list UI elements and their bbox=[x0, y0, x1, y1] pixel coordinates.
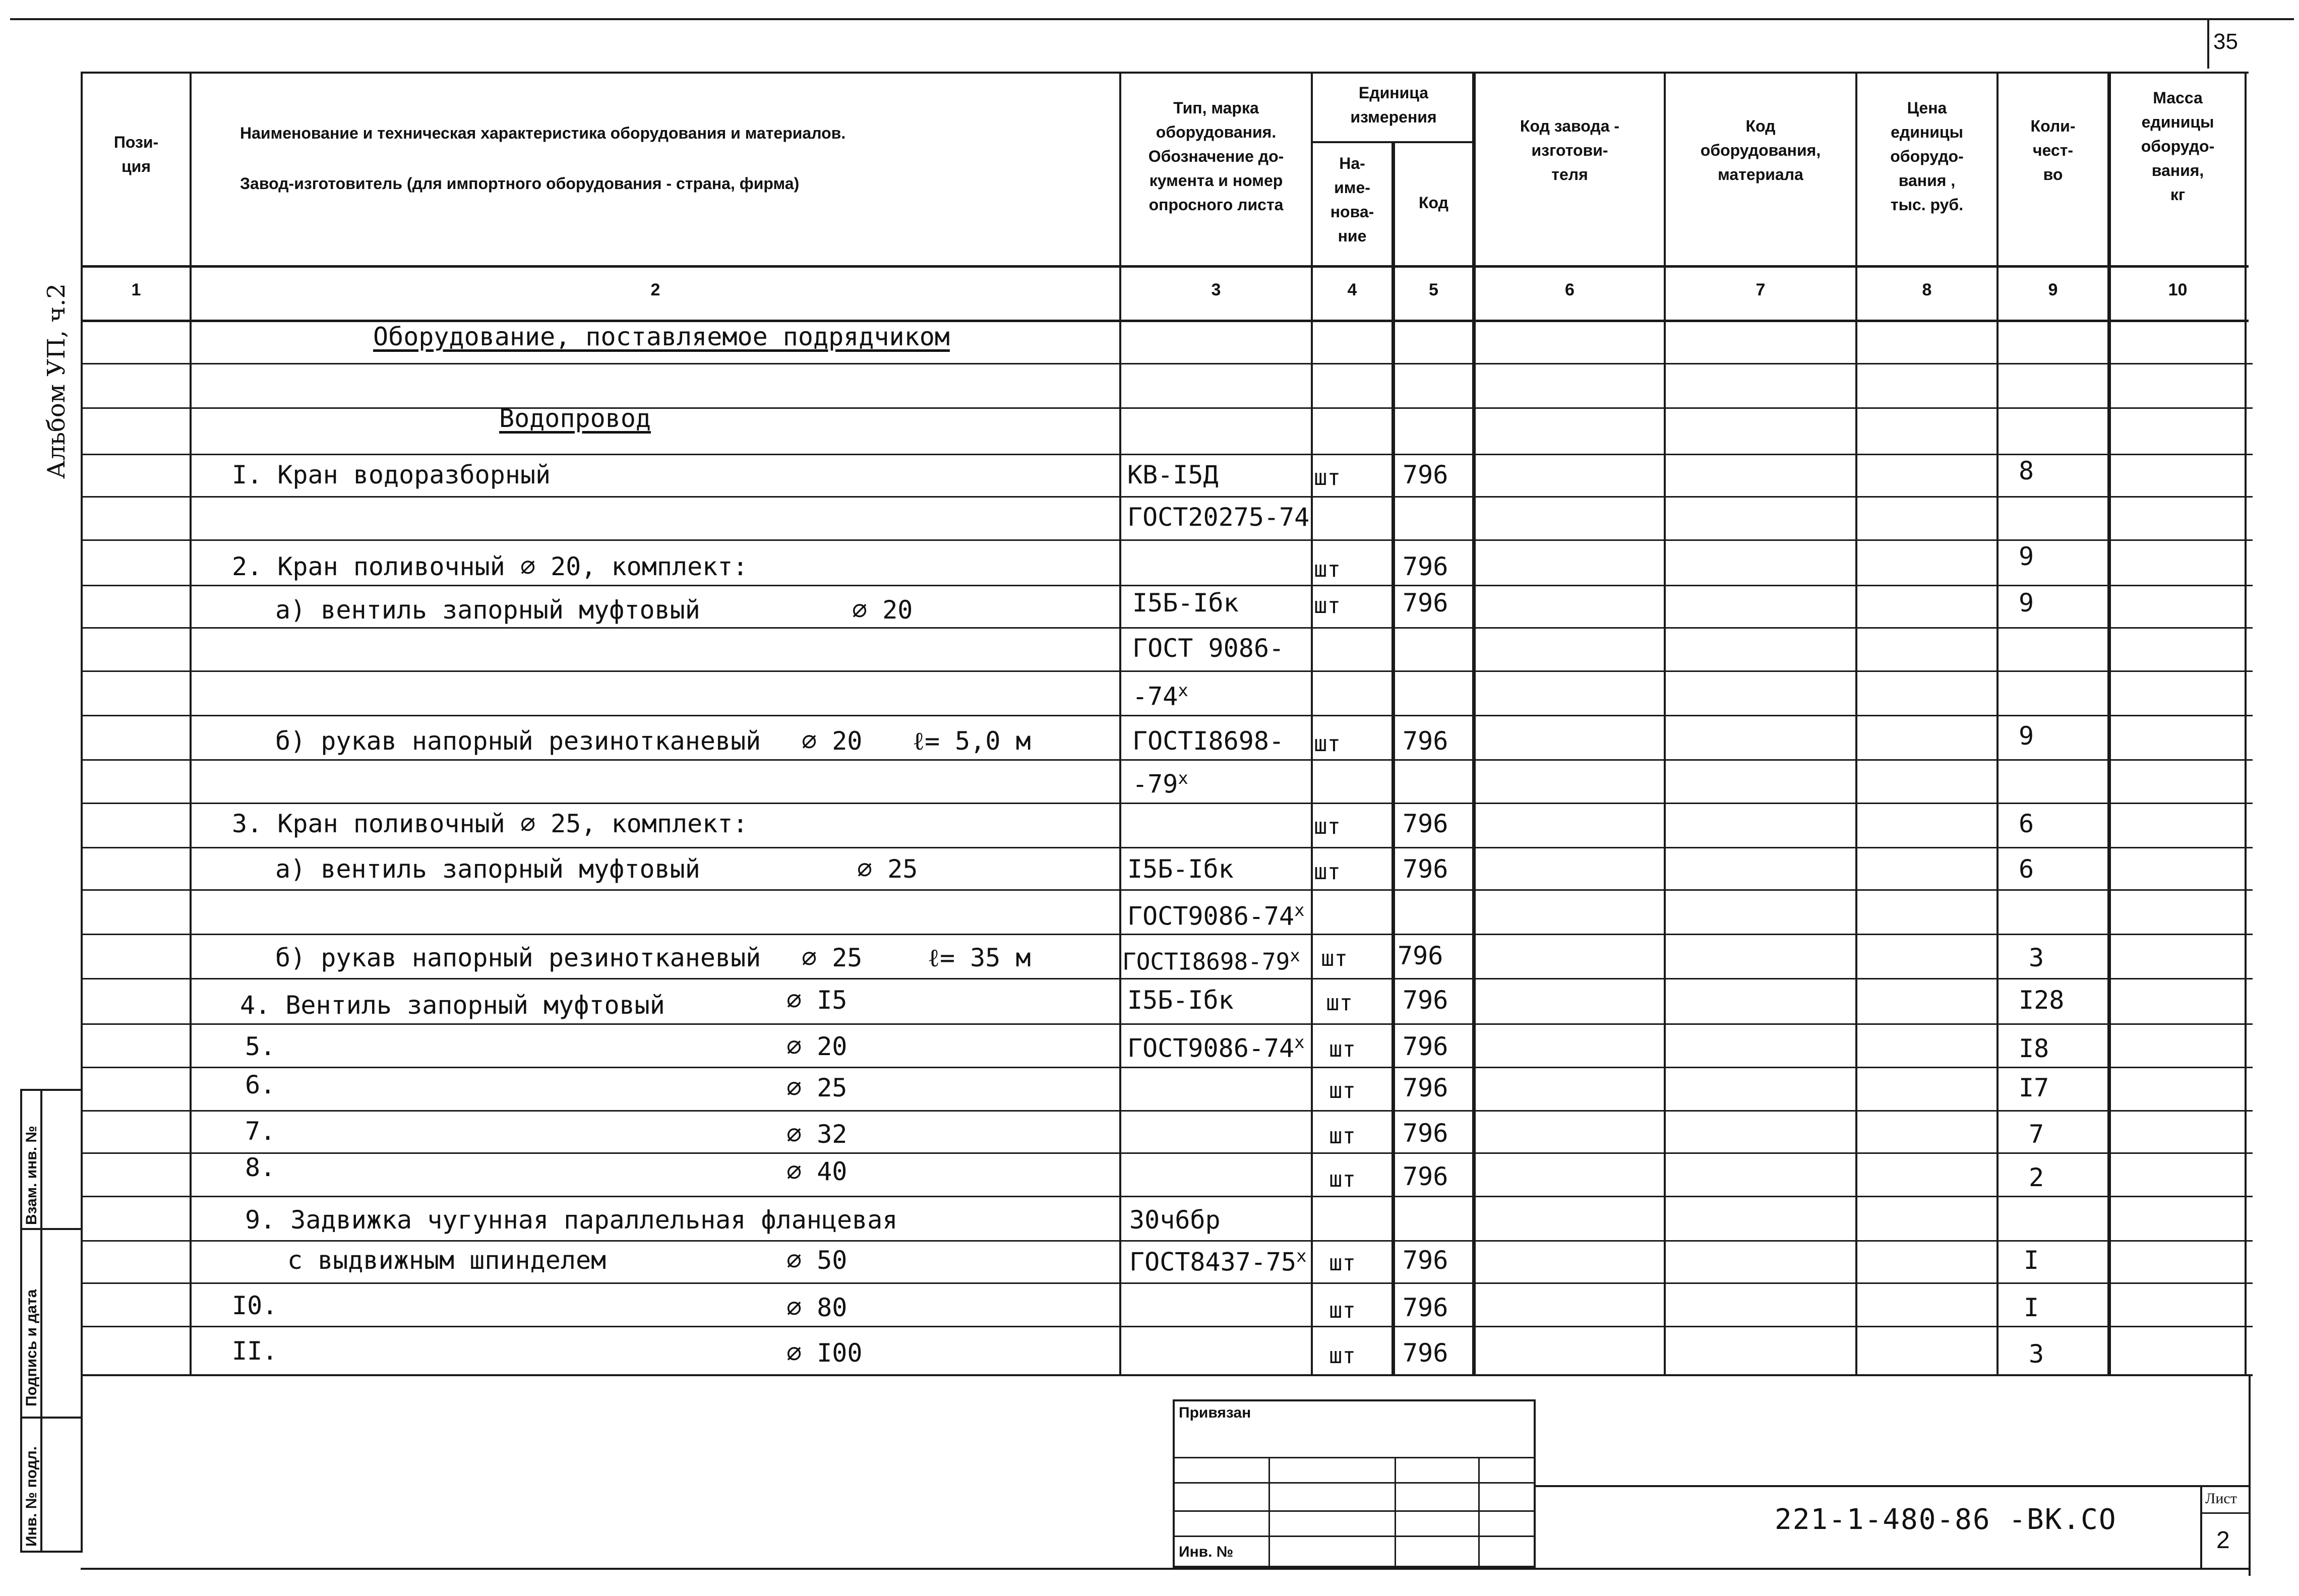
top-border bbox=[10, 18, 2294, 20]
item-unit: шт bbox=[1329, 1123, 1356, 1149]
album-label: Альбом УП, ч.2 bbox=[42, 283, 71, 479]
item-length: ℓ= 35 м bbox=[928, 943, 1031, 972]
item-code: 796 bbox=[1403, 1338, 1448, 1368]
stamp-col bbox=[1395, 1457, 1396, 1566]
doc-code: 221-1-480-86 -ВК.СО bbox=[1775, 1503, 2117, 1536]
item-unit: шт bbox=[1314, 557, 1341, 582]
header-factory-code: Код завода - изготови- теля bbox=[1520, 117, 1620, 183]
col-line-9 bbox=[2107, 72, 2111, 1374]
item-code: 796 bbox=[1403, 809, 1448, 838]
item-qty: 8 bbox=[2019, 456, 2034, 485]
item-type-text: ГОСТI8698-79 bbox=[1122, 948, 1290, 975]
stamp-title: Привязан bbox=[1179, 1404, 1251, 1421]
colnum-5: 5 bbox=[1429, 280, 1438, 299]
side-vzam: Взам. инв. № bbox=[23, 1126, 40, 1225]
item-code: 796 bbox=[1403, 1119, 1448, 1148]
row-line bbox=[81, 803, 2253, 804]
item-code: 796 bbox=[1403, 1073, 1448, 1102]
item-diameter: ∅ 80 bbox=[786, 1293, 848, 1322]
item-type bbox=[1127, 1027, 1305, 1064]
table-bottom bbox=[81, 1374, 2253, 1376]
item-name: 2. Кран поливочный ∅ 20, комплект: bbox=[232, 552, 748, 581]
col-line-6 bbox=[1664, 72, 1666, 1374]
side-stamp-row bbox=[20, 1417, 83, 1419]
item-diameter: ∅ I5 bbox=[786, 986, 848, 1015]
page-number-box bbox=[2207, 18, 2209, 69]
item-type: КВ-I5Д bbox=[1127, 460, 1219, 489]
header-unit-name: На- име- нова- ние bbox=[1330, 154, 1374, 245]
item-qty: I8 bbox=[2019, 1034, 2049, 1063]
col-line-7 bbox=[1855, 72, 1857, 1374]
item-qty: 6 bbox=[2019, 854, 2034, 884]
item-qty: 6 bbox=[2019, 809, 2034, 838]
colnum-3: 3 bbox=[1211, 280, 1221, 299]
item-type-text: -74 bbox=[1132, 682, 1178, 711]
row-line bbox=[81, 1326, 2253, 1327]
item-code: 796 bbox=[1403, 726, 1448, 756]
stamp-inv-label: Инв. № bbox=[1179, 1544, 1234, 1560]
item-code: 796 bbox=[1403, 986, 1448, 1015]
colnum-8: 8 bbox=[1922, 280, 1932, 299]
item-diameter: ∅ 25 bbox=[857, 854, 918, 884]
item-code: 796 bbox=[1403, 1293, 1448, 1322]
col-line-8 bbox=[1996, 72, 1999, 1374]
item-type-sup: x bbox=[1178, 768, 1188, 788]
item-diameter: ∅ 20 bbox=[852, 595, 913, 625]
header-position: Пози- ция bbox=[113, 133, 159, 175]
item-name: 3. Кран поливочный ∅ 25, комплект: bbox=[232, 809, 748, 838]
item-name: II. bbox=[232, 1336, 278, 1366]
header-quantity: Коли- чест- во bbox=[2030, 117, 2076, 183]
item-unit: шт bbox=[1329, 1036, 1356, 1062]
header-price: Цена единицы оборудо- вания , тыс. руб. bbox=[1890, 99, 1964, 214]
item-qty: 7 bbox=[2029, 1120, 2044, 1149]
stamp-row bbox=[1173, 1457, 1536, 1458]
item-type-text: ГОСТ9086-74 bbox=[1127, 901, 1295, 931]
item-diameter: ∅ 32 bbox=[786, 1120, 848, 1149]
side-stamp-mid bbox=[40, 1089, 42, 1553]
item-diameter: ∅ 40 bbox=[786, 1157, 848, 1186]
item-name: 5. bbox=[245, 1032, 276, 1061]
item-name: а) вентиль запорный муфтовый bbox=[275, 854, 700, 884]
item-diameter: ∅ 25 bbox=[786, 1073, 848, 1102]
right-border bbox=[2249, 1374, 2251, 1576]
side-stamp-row bbox=[20, 1228, 83, 1230]
row-line bbox=[81, 670, 2253, 672]
col-line-3 bbox=[1311, 72, 1313, 1374]
item-qty: I bbox=[2024, 1293, 2039, 1322]
item-unit: шт bbox=[1329, 1343, 1356, 1369]
colnum-9: 9 bbox=[2048, 280, 2058, 299]
col-line-2 bbox=[1119, 72, 1121, 1374]
header-unit-code: Код bbox=[1419, 194, 1448, 212]
row-line bbox=[81, 847, 2253, 848]
item-unit: шт bbox=[1329, 1250, 1356, 1276]
item-code: 796 bbox=[1398, 941, 1443, 970]
subsection-title: Водопровод bbox=[499, 404, 651, 433]
item-unit: шт bbox=[1329, 1298, 1356, 1323]
stamp-top bbox=[1173, 1399, 1536, 1401]
item-unit: шт bbox=[1321, 946, 1348, 971]
row-line bbox=[81, 1067, 2253, 1068]
table-top bbox=[81, 72, 2249, 74]
item-qty: 9 bbox=[2019, 721, 2034, 751]
item-diameter: ∅ 50 bbox=[786, 1246, 848, 1275]
item-type-text: -79 bbox=[1132, 769, 1178, 799]
sheet-bottom bbox=[81, 1568, 2251, 1570]
item-type bbox=[1129, 1241, 1307, 1277]
sheet-box-left bbox=[2200, 1485, 2202, 1568]
item-unit: шт bbox=[1314, 593, 1341, 619]
stamp-row bbox=[1173, 1536, 1536, 1537]
item-type: I5Б-Iбк bbox=[1127, 854, 1234, 884]
item-name: 9. Задвижка чугунная параллельная фланцевая bbox=[245, 1205, 898, 1235]
header-mass: Масса единицы оборудо- вания, кг bbox=[2141, 89, 2215, 204]
item-qty: I bbox=[2024, 1246, 2039, 1275]
item-code: 796 bbox=[1403, 1246, 1448, 1275]
stamp-row bbox=[1173, 1482, 1536, 1484]
item-qty: 3 bbox=[2029, 1339, 2044, 1369]
stamp-row bbox=[1173, 1510, 1536, 1512]
item-code: 796 bbox=[1403, 552, 1448, 581]
item-type-sup: x bbox=[1290, 946, 1300, 966]
item-diameter: ∅ 20 bbox=[802, 726, 863, 756]
item-qty: I28 bbox=[2019, 986, 2065, 1015]
item-diameter: ∅ 20 bbox=[786, 1032, 848, 1061]
row-line bbox=[81, 454, 2253, 455]
stamp-col bbox=[1268, 1457, 1270, 1566]
row-line bbox=[81, 934, 2253, 935]
row-line bbox=[81, 407, 2253, 409]
item-code: 796 bbox=[1403, 1032, 1448, 1061]
header-unit-group: Единица измерения bbox=[1350, 84, 1437, 126]
item-qty: 9 bbox=[2019, 542, 2034, 571]
item-type: ГОСТ 9086- bbox=[1132, 634, 1285, 663]
row-line bbox=[81, 1023, 2253, 1025]
item-type-sup: x bbox=[1296, 1246, 1307, 1266]
colnum-6: 6 bbox=[1565, 280, 1575, 299]
item-unit: шт bbox=[1314, 731, 1341, 757]
item-type: I5Б-Iбк bbox=[1127, 986, 1234, 1015]
item-qty: 3 bbox=[2029, 943, 2044, 972]
item-unit: шт bbox=[1329, 1167, 1356, 1192]
item-qty: I7 bbox=[2019, 1073, 2049, 1102]
col-line-4 bbox=[1392, 141, 1395, 1374]
item-name: 7. bbox=[245, 1117, 276, 1146]
side-stamp-left bbox=[20, 1089, 22, 1553]
item-type bbox=[1122, 941, 1300, 976]
item-type-text: ГОСТ8437-75 bbox=[1129, 1247, 1297, 1277]
side-inv-podl: Инв. № подл. bbox=[23, 1446, 40, 1547]
item-name: б) рукав напорный резинотканевый bbox=[275, 943, 761, 972]
colnum-2: 2 bbox=[650, 280, 660, 299]
doc-block-top bbox=[1536, 1485, 2251, 1487]
item-type bbox=[1127, 895, 1305, 932]
item-type-sup: x bbox=[1294, 900, 1305, 920]
item-unit: шт bbox=[1314, 465, 1341, 490]
item-name: б) рукав напорный резинотканевый bbox=[275, 726, 761, 756]
row-line bbox=[81, 1152, 2253, 1154]
colnum-10: 10 bbox=[2168, 280, 2188, 299]
item-name: 4. Вентиль запорный муфтовый bbox=[240, 991, 665, 1020]
item-diameter: ∅ 25 bbox=[802, 943, 863, 972]
item-name: I. Кран водоразборный bbox=[232, 460, 551, 489]
row-line bbox=[81, 889, 2253, 891]
item-code: 796 bbox=[1403, 460, 1448, 489]
item-name: 6. bbox=[245, 1070, 276, 1099]
item-code: 796 bbox=[1403, 588, 1448, 618]
item-name: с выдвижным шпинделем bbox=[287, 1246, 607, 1275]
colnum-4: 4 bbox=[1347, 280, 1357, 299]
row-line bbox=[81, 585, 2253, 586]
col-line-1 bbox=[190, 72, 192, 1374]
item-type-sup: x bbox=[1178, 681, 1188, 701]
row-line bbox=[81, 978, 2253, 979]
side-podpis: Подпись и дата bbox=[23, 1289, 40, 1406]
item-type-sup: x bbox=[1294, 1032, 1305, 1053]
row-line bbox=[81, 496, 2253, 498]
item-unit: шт bbox=[1329, 1078, 1356, 1103]
item-code: 796 bbox=[1403, 854, 1448, 884]
item-type: ГОСТ20275-74 bbox=[1127, 503, 1310, 532]
item-type bbox=[1132, 763, 1188, 800]
page-number: 35 bbox=[2213, 29, 2238, 54]
col-line-10 bbox=[2245, 72, 2247, 1374]
header-equipment-code: Код оборудования, материала bbox=[1700, 117, 1821, 183]
row-line bbox=[81, 1110, 2253, 1112]
row-line bbox=[81, 759, 2253, 761]
item-type: I5Б-Iбк bbox=[1132, 588, 1239, 618]
row-line bbox=[81, 539, 2253, 541]
header-name-line2: Завод-изготовитель (для импортного оборудования - страна, фирма) bbox=[240, 174, 800, 193]
item-name: 8. bbox=[245, 1153, 276, 1182]
sheet-number: 2 bbox=[2216, 1527, 2230, 1554]
item-qty: 2 bbox=[2029, 1163, 2044, 1192]
item-type: 30ч6бр bbox=[1129, 1205, 1221, 1235]
side-stamp-top bbox=[20, 1089, 83, 1091]
stamp-left bbox=[1173, 1399, 1175, 1568]
row-line bbox=[81, 627, 2253, 629]
row-line bbox=[81, 715, 2253, 716]
row-line bbox=[81, 1282, 2253, 1284]
item-unit: шт bbox=[1326, 990, 1353, 1016]
colnum-1: 1 bbox=[131, 280, 141, 299]
item-unit: шт bbox=[1314, 859, 1341, 885]
header-type: Тип, марка оборудования. Обозначение до- кумента и номер опросного листа bbox=[1148, 99, 1284, 214]
sheet-box-row bbox=[2200, 1512, 2251, 1514]
side-stamp-bottom bbox=[20, 1551, 83, 1553]
colnum-7: 7 bbox=[1756, 280, 1766, 299]
item-type bbox=[1132, 676, 1188, 712]
item-diameter: ∅ I00 bbox=[786, 1338, 863, 1368]
header-name-line1: Наименование и техническая характеристика оборудования и материалов. bbox=[240, 124, 846, 142]
item-length: ℓ= 5,0 м bbox=[913, 726, 1031, 756]
header-bottom bbox=[81, 265, 2249, 268]
item-qty: 9 bbox=[2019, 588, 2034, 618]
item-type-text: ГОСТ9086-74 bbox=[1127, 1033, 1295, 1063]
unit-group-line bbox=[1311, 141, 1476, 143]
col-line-5 bbox=[1472, 72, 1476, 1374]
row-line bbox=[81, 1196, 2253, 1197]
item-code: 796 bbox=[1403, 1162, 1448, 1191]
item-name: I0. bbox=[232, 1291, 278, 1320]
sheet-label: Лист bbox=[2205, 1490, 2237, 1507]
row-line bbox=[81, 363, 2253, 364]
stamp-right bbox=[1534, 1399, 1536, 1568]
item-name: а) вентиль запорный муфтовый bbox=[275, 595, 700, 625]
section-title: Оборудование, поставляемое подрядчиком bbox=[373, 322, 950, 351]
stamp-col bbox=[1478, 1457, 1480, 1566]
item-type: ГОСТI8698- bbox=[1132, 726, 1285, 756]
item-unit: шт bbox=[1314, 814, 1341, 839]
